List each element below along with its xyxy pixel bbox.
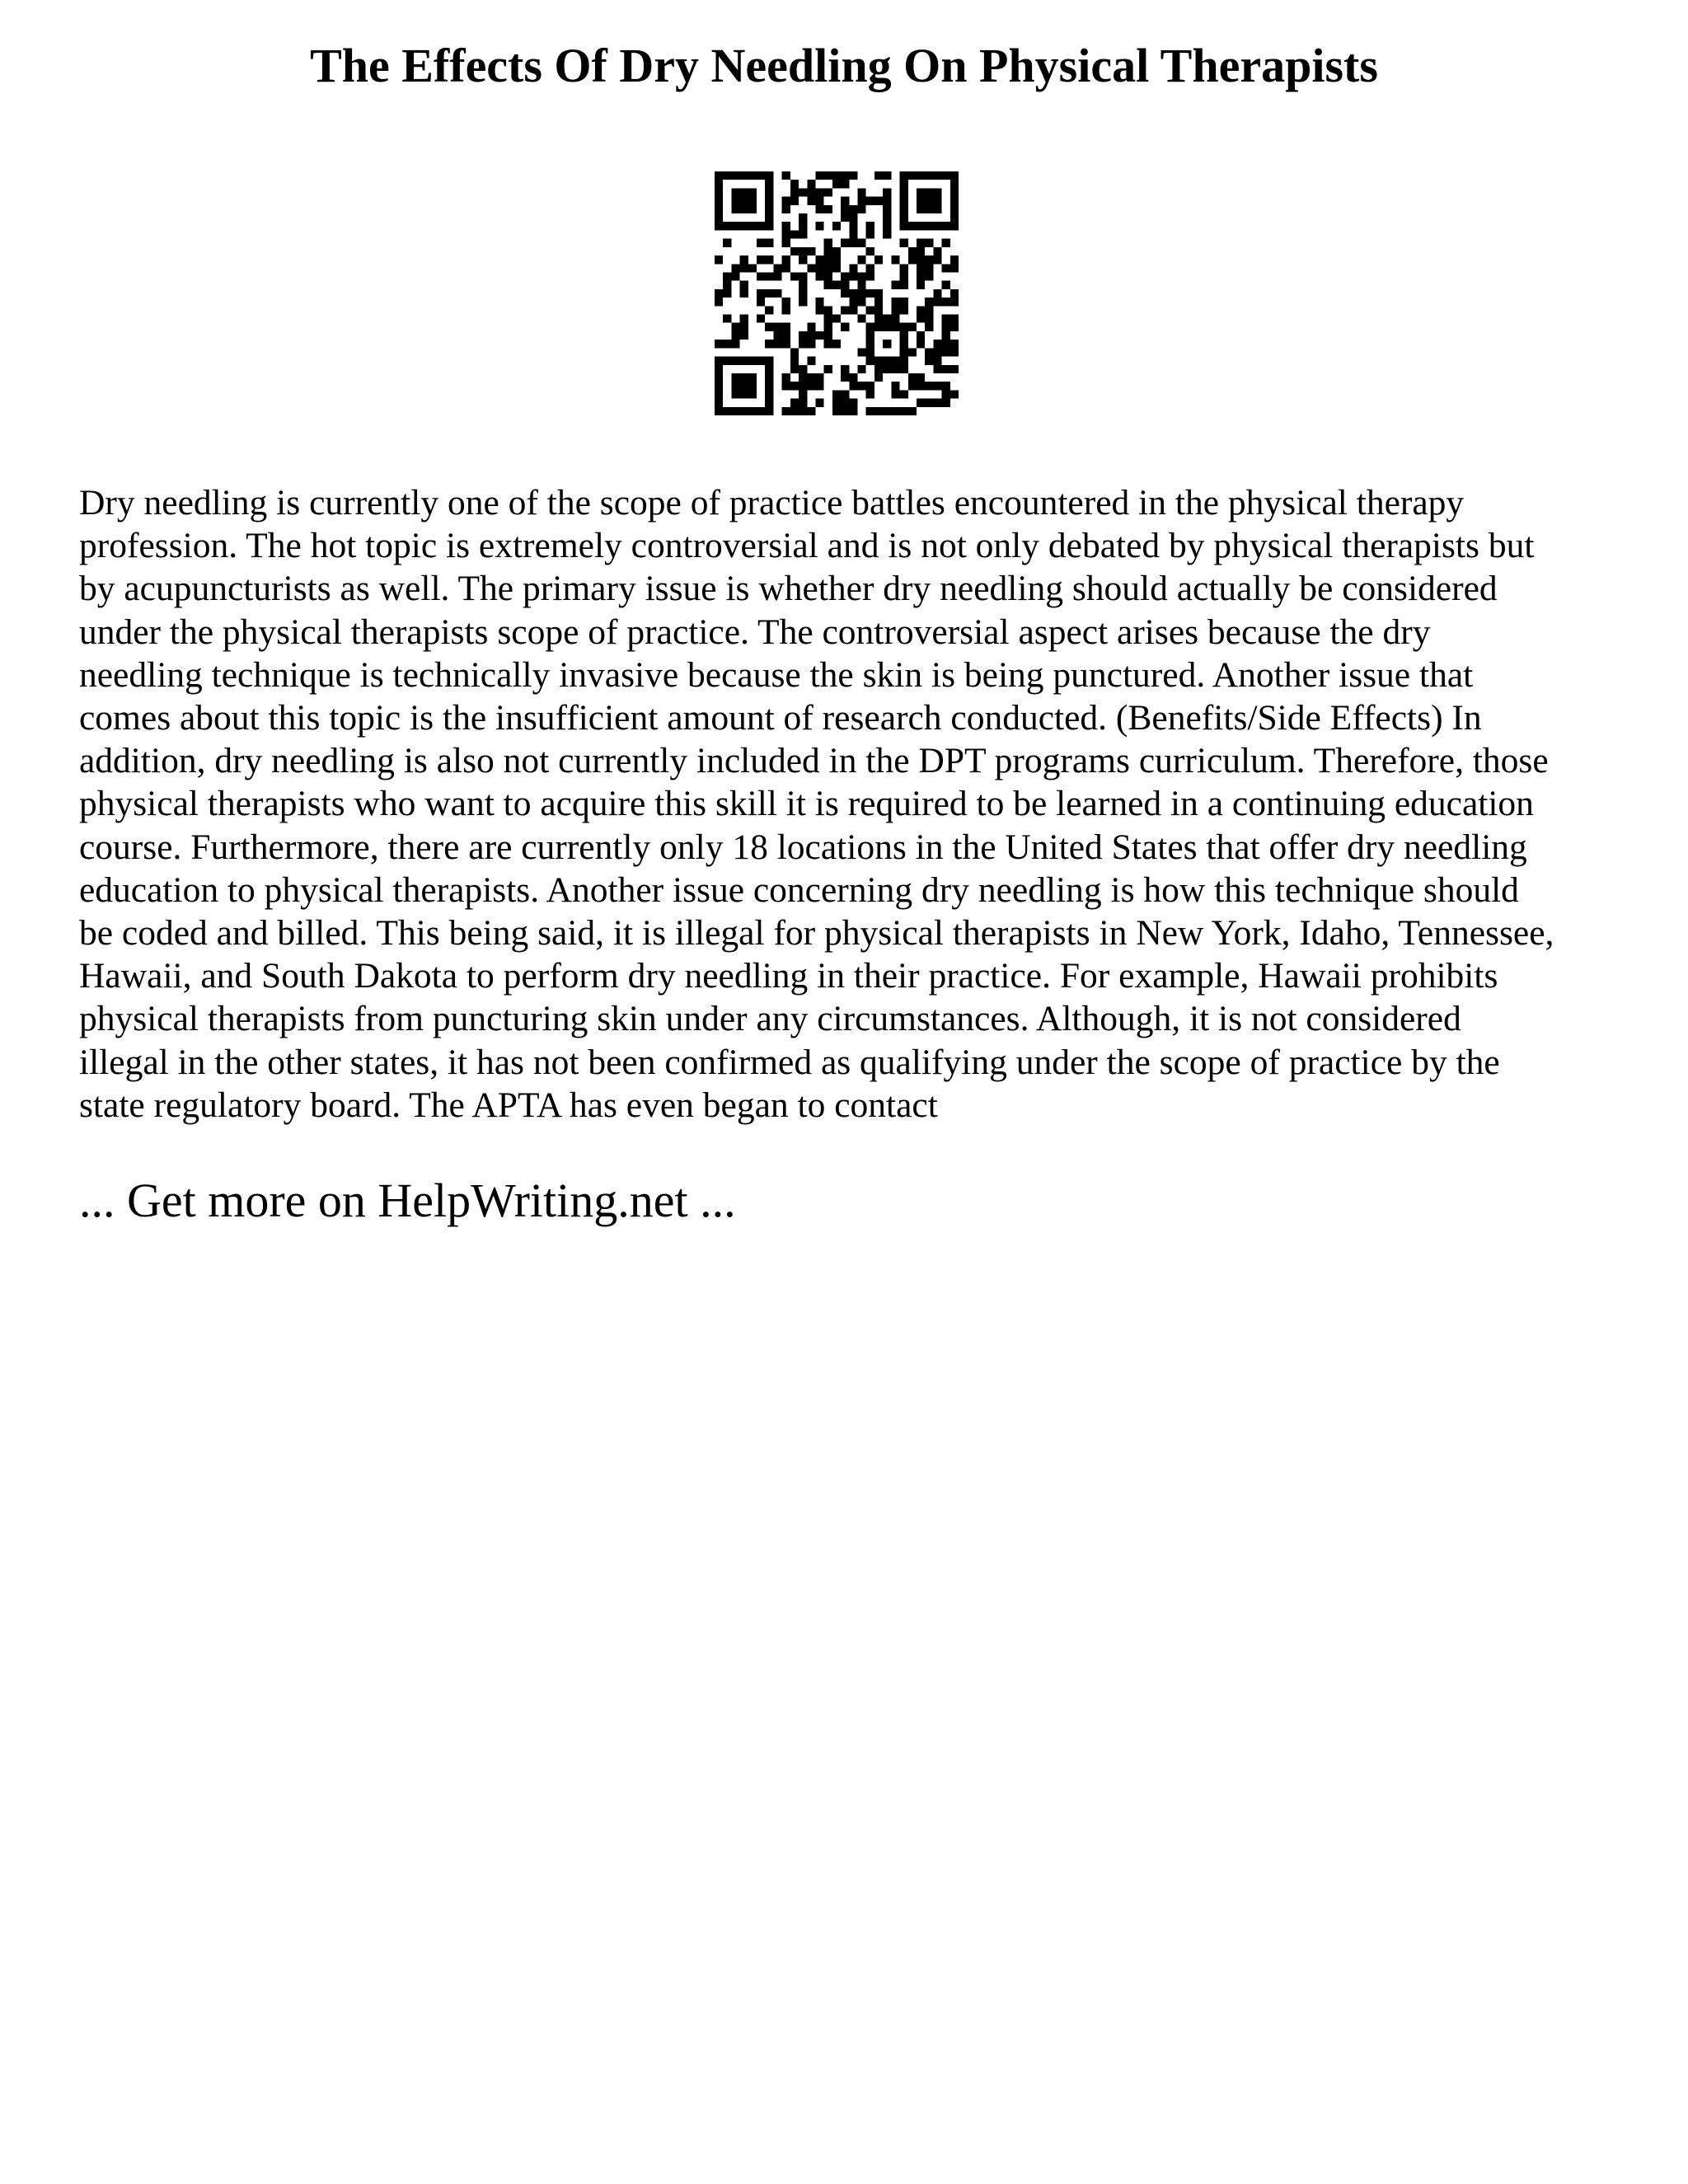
qr-code-icon	[715, 171, 959, 415]
body-line: be coded and billed. This being said, it is illegal for physical therapists in New York, Idaho, Tennessee,	[79, 913, 1554, 954]
body-line: Hawaii, and South Dakota to perform dry needling in their practice. For example, Hawaii prohibits	[79, 956, 1498, 996]
body-line: course. Furthermore, there are currently only 18 locations in the United States that offer dry needling	[79, 827, 1527, 867]
body-line: state regulatory board. The APTA has even began to contact	[79, 1085, 938, 1125]
body-line: physical therapists from puncturing skin under any circumstances. Although, it is not considered	[79, 999, 1461, 1039]
body-line: education to physical therapists. Another issue concerning dry needling is how this technique should	[79, 869, 1519, 910]
body-line: Dry needling is currently one of the scope of practice battles encountered in the physical therapy	[79, 483, 1465, 523]
body-paragraph	[79, 481, 1645, 1127]
body-line: needling technique is technically invasive because the skin is being punctured. Another issue that	[79, 654, 1474, 695]
body-line: comes about this topic is the insufficient amount of research conducted. (Benefits/Side Effects) In	[79, 698, 1482, 738]
body-line: illegal in the other states, it has not been confirmed as qualifying under the scope of practice by the	[79, 1042, 1500, 1082]
document-title: The Effects Of Dry Needling On Physical Therapists	[310, 39, 1378, 92]
body-line: profession. The hot topic is extremely controversial and is not only debated by physical therapists but	[79, 526, 1535, 566]
get-more-link[interactable]: ... Get more on HelpWriting.net ...	[79, 1174, 736, 1227]
body-line: physical therapists who want to acquire this skill it is required to be learned in a continuing education	[79, 784, 1534, 824]
body-line: addition, dry needling is also not currently included in the DPT programs curriculum. Therefore, those	[79, 741, 1549, 781]
body-line: by acupuncturists as well. The primary issue is whether dry needling should actually be considered	[79, 569, 1498, 609]
body-line: under the physical therapists scope of practice. The controversial aspect arises because the dry	[79, 612, 1431, 652]
